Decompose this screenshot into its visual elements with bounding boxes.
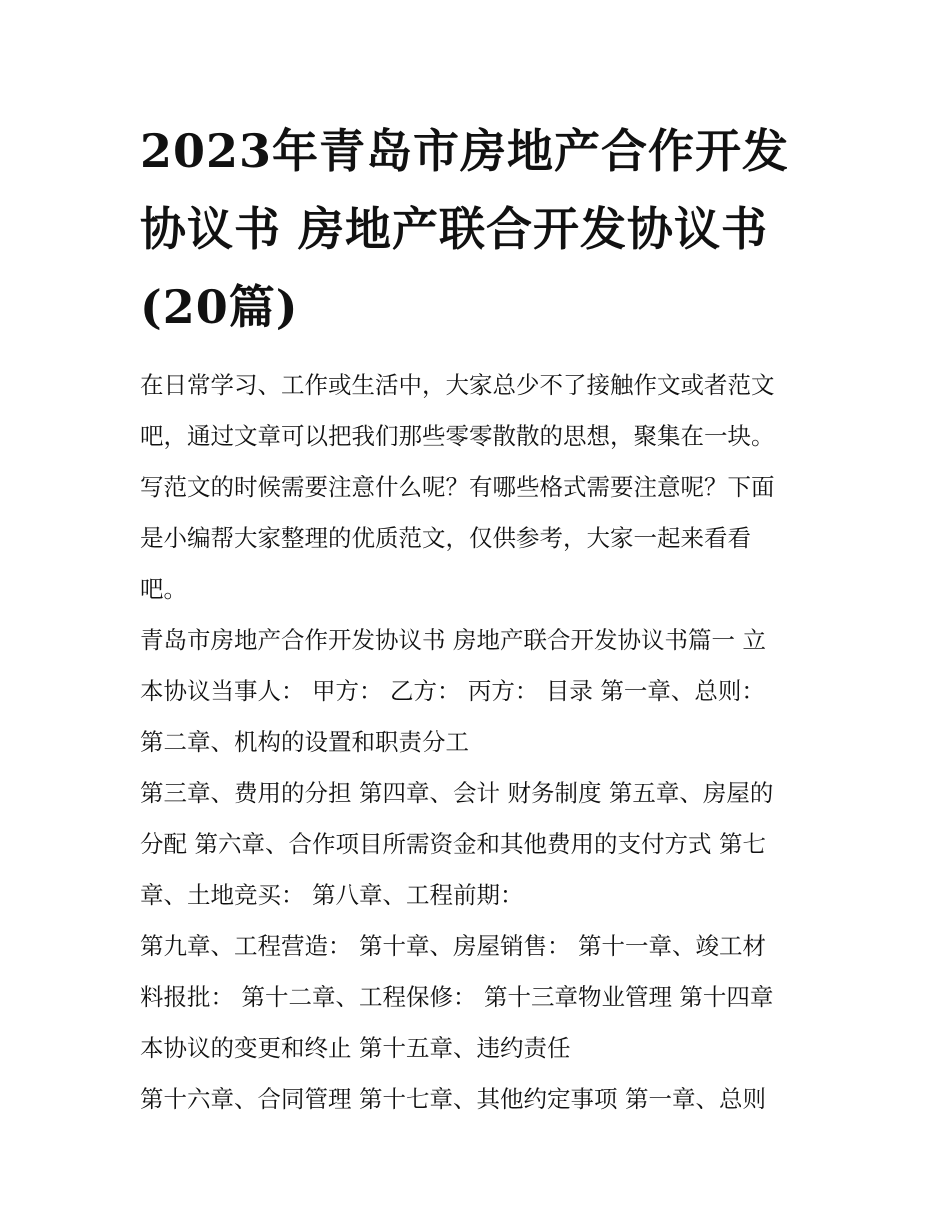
body-line-10: 第十六章、合同管理 第十七章、其他约定事项 第一章、总则 <box>140 1085 766 1113</box>
contract-body <box>140 615 820 1125</box>
body-line-9: 本协议的变更和终止 第十五章、违约责任 <box>140 1034 571 1062</box>
body-line-3: 第二章、机构的设置和职责分工 <box>140 728 469 756</box>
title-line-1: 2023年青岛市房地产合作开发 <box>140 124 790 178</box>
body-line-8: 料报批： 第十二章、工程保修： 第十三章物业管理 第十四章 <box>140 983 774 1011</box>
document-title <box>140 112 820 346</box>
document-page <box>140 112 820 1125</box>
title-line-2: 协议书 房地产联合开发协议书 <box>140 202 769 256</box>
intro-line-5: 吧。 <box>140 575 187 603</box>
title-line-3: (20篇) <box>140 280 299 334</box>
intro-line-3: 写范文的时候需要注意什么呢？有哪些格式需要注意呢？下面 <box>140 473 775 501</box>
body-line-5: 分配 第六章、合作项目所需资金和其他费用的支付方式 第七 <box>140 830 766 858</box>
intro-line-2: 吧，通过文章可以把我们那些零零散散的思想，聚集在一块。 <box>140 422 775 450</box>
body-line-4: 第三章、费用的分担 第四章、会计 财务制度 第五章、房屋的 <box>140 779 774 807</box>
body-line-1: 青岛市房地产合作开发协议书 房地产联合开发协议书篇一 立 <box>140 626 766 654</box>
body-line-2: 本协议当事人： 甲方： 乙方： 丙方： 目录 第一章、总则： <box>140 677 765 705</box>
intro-line-1: 在日常学习、工作或生活中，大家总少不了接触作文或者范文 <box>140 371 775 399</box>
body-line-6: 章、土地竞买： 第八章、工程前期： <box>140 881 524 909</box>
intro-paragraph <box>140 360 820 615</box>
intro-line-4: 是小编帮大家整理的优质范文，仅供参考，大家一起来看看 <box>140 524 751 552</box>
body-line-7: 第九章、工程营造： 第十章、房屋销售： 第十一章、竣工材 <box>140 932 766 960</box>
